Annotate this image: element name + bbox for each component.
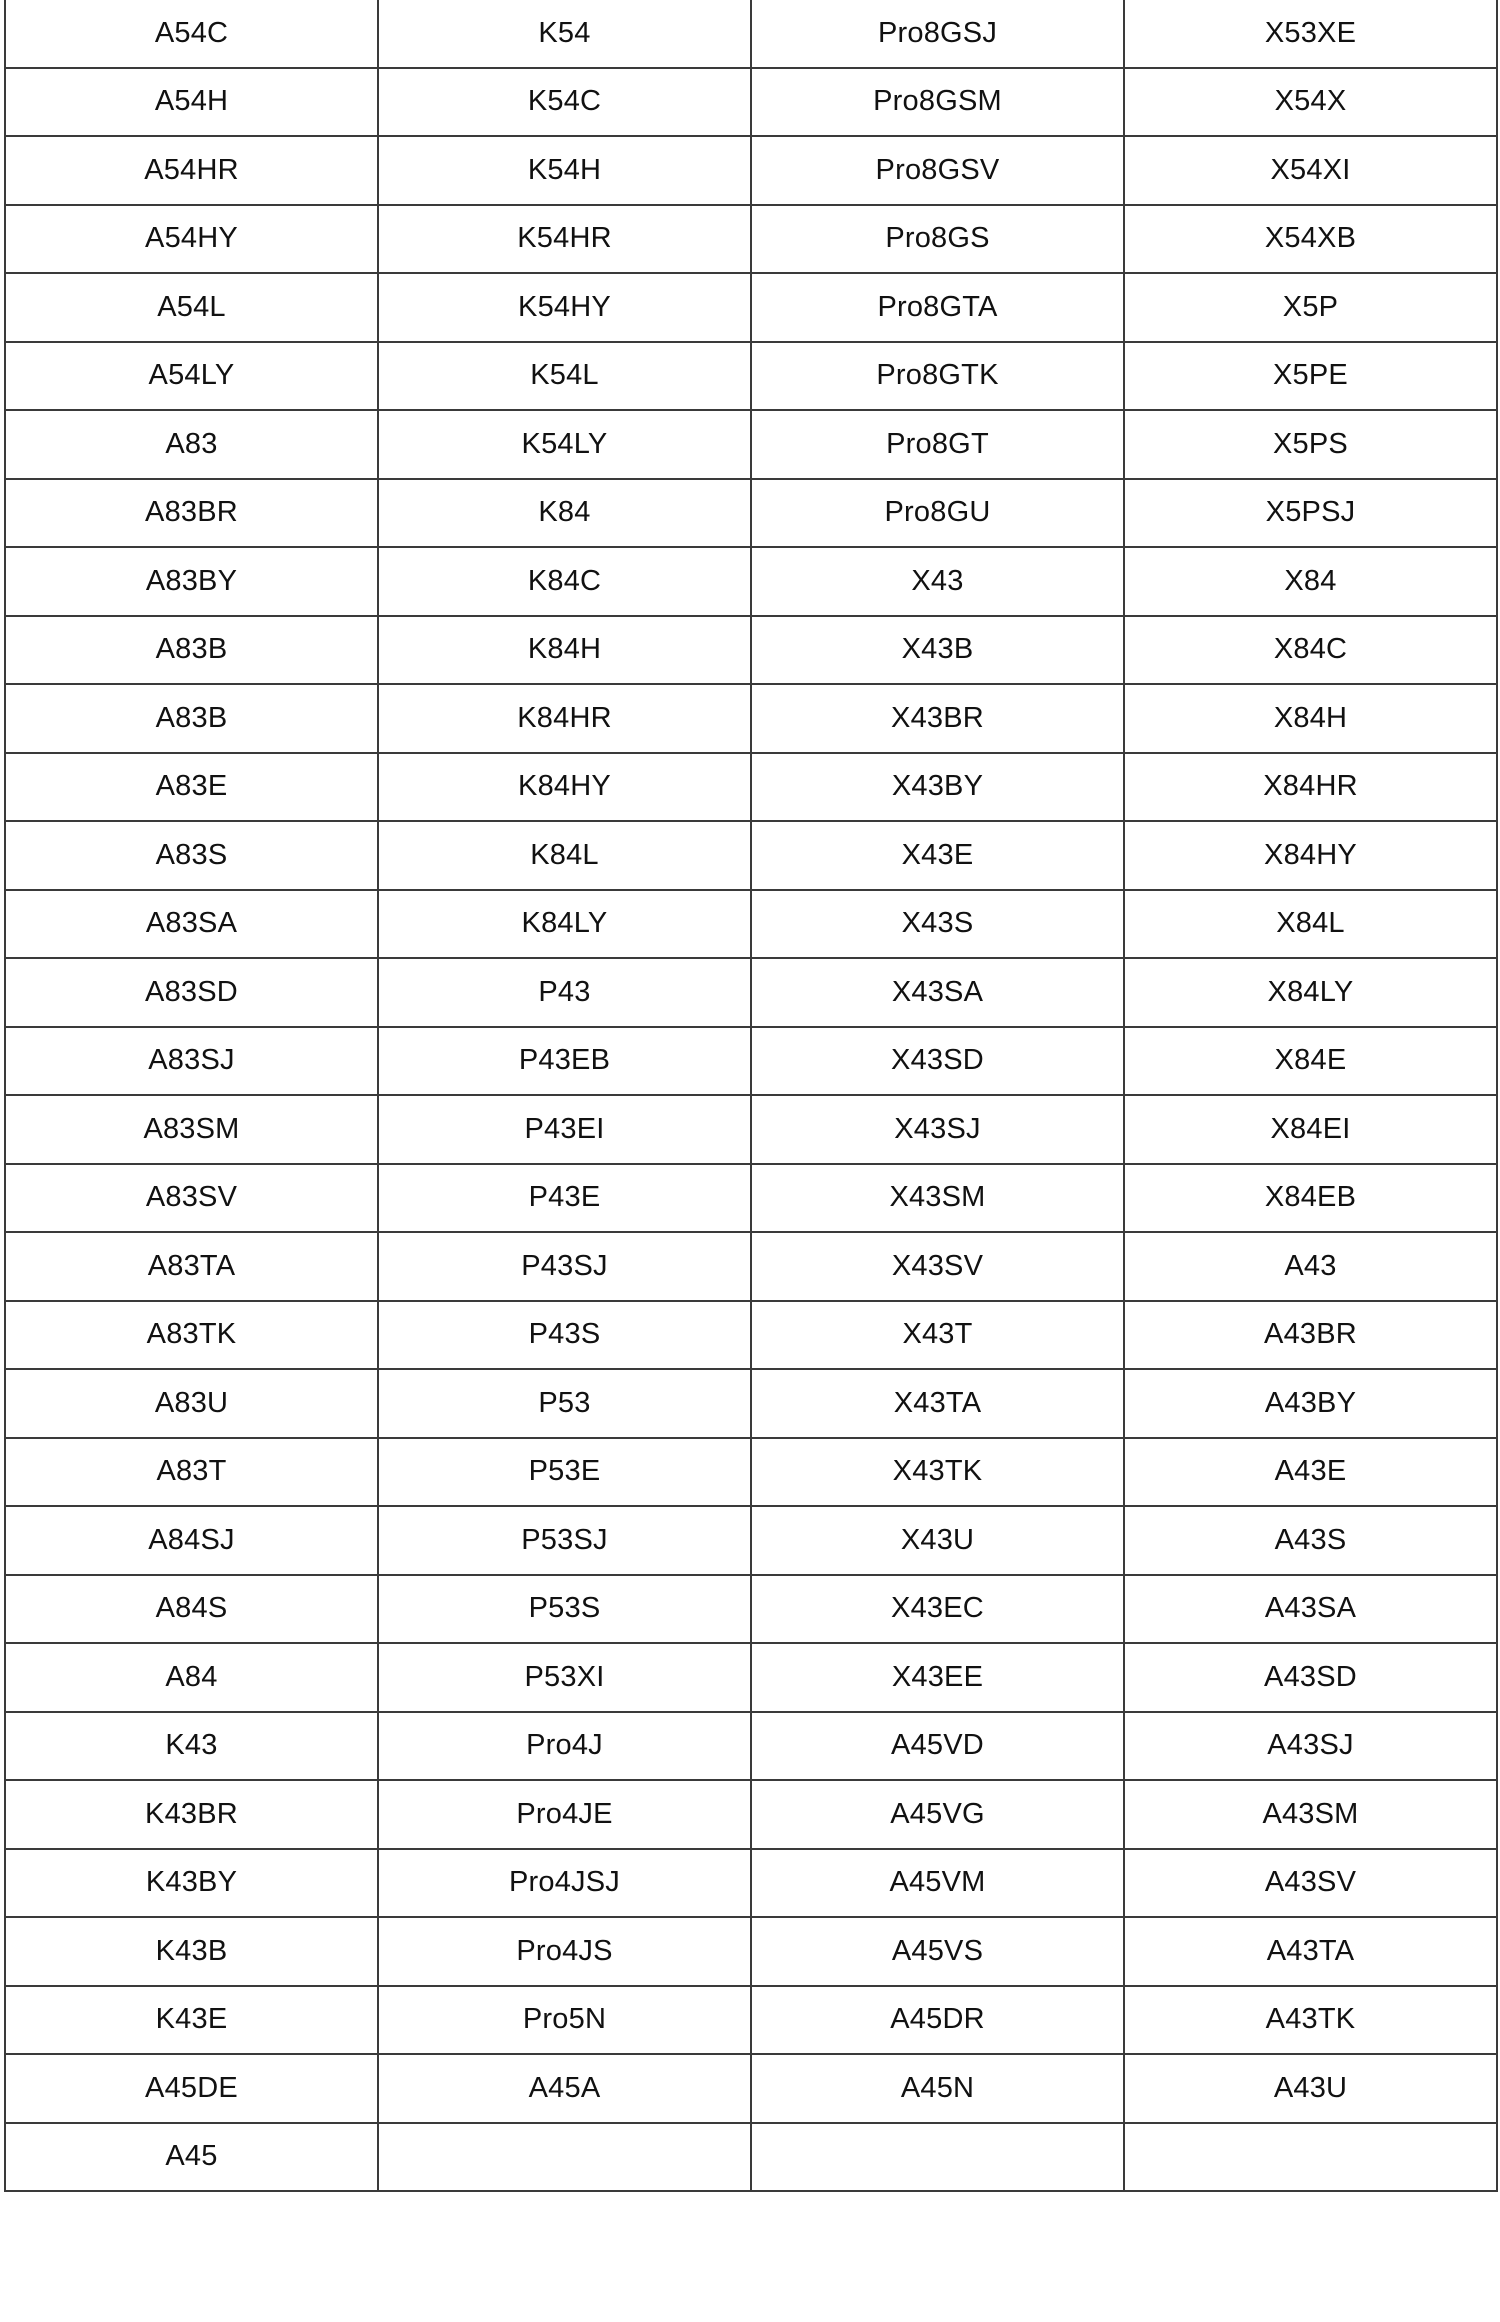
table-cell: Pro8GSV	[751, 136, 1124, 205]
table-cell: K84HR	[378, 684, 751, 753]
table-cell: P43	[378, 958, 751, 1027]
table-cell: X84HY	[1124, 821, 1497, 890]
table-cell: P53	[378, 1369, 751, 1438]
table-cell: A83E	[5, 753, 378, 822]
table-cell: X43EE	[751, 1643, 1124, 1712]
table-cell: A45VS	[751, 1917, 1124, 1986]
table-cell: P43E	[378, 1164, 751, 1233]
table-cell: A43TA	[1124, 1917, 1497, 1986]
table-cell: A54H	[5, 68, 378, 137]
table-cell: Pro8GTA	[751, 273, 1124, 342]
table-cell: X84	[1124, 547, 1497, 616]
table-cell: A54HY	[5, 205, 378, 274]
table-cell: X43SV	[751, 1232, 1124, 1301]
table-cell: X5PSJ	[1124, 479, 1497, 548]
table-cell: A83S	[5, 821, 378, 890]
table-cell: A43SA	[1124, 1575, 1497, 1644]
table-row	[5, 1712, 1497, 1781]
table-cell: A83BR	[5, 479, 378, 548]
table-cell: X43BY	[751, 753, 1124, 822]
table-cell: A45A	[378, 2054, 751, 2123]
table-cell: A45VG	[751, 1780, 1124, 1849]
table-cell: K84HY	[378, 753, 751, 822]
table-cell: X84C	[1124, 616, 1497, 685]
table-row	[5, 753, 1497, 822]
table-row	[5, 410, 1497, 479]
table-cell: K54HR	[378, 205, 751, 274]
table-cell: A54LY	[5, 342, 378, 411]
model-list-table-body	[5, 0, 1497, 2191]
table-cell	[378, 2123, 751, 2192]
table-cell: A83SA	[5, 890, 378, 959]
table-cell: Pro4JSJ	[378, 1849, 751, 1918]
table-row	[5, 68, 1497, 137]
table-cell	[751, 2123, 1124, 2192]
table-cell: A83T	[5, 1438, 378, 1507]
table-cell: A83SV	[5, 1164, 378, 1233]
table-cell: X84EI	[1124, 1095, 1497, 1164]
table-cell: A83TK	[5, 1301, 378, 1370]
table-cell: A45	[5, 2123, 378, 2192]
table-cell: P43S	[378, 1301, 751, 1370]
table-cell: A43SM	[1124, 1780, 1497, 1849]
table-cell: A83SD	[5, 958, 378, 1027]
table-cell	[1124, 2123, 1497, 2192]
table-cell: P53XI	[378, 1643, 751, 1712]
table-cell: P43EB	[378, 1027, 751, 1096]
table-cell: A43U	[1124, 2054, 1497, 2123]
table-row	[5, 2054, 1497, 2123]
table-cell: K54L	[378, 342, 751, 411]
table-cell: K54	[378, 0, 751, 68]
table-row	[5, 616, 1497, 685]
table-cell: A45DE	[5, 2054, 378, 2123]
table-cell: Pro8GSM	[751, 68, 1124, 137]
table-cell: K84C	[378, 547, 751, 616]
table-cell: X43E	[751, 821, 1124, 890]
table-cell: A43BR	[1124, 1301, 1497, 1370]
table-cell: X43BR	[751, 684, 1124, 753]
table-cell: A83U	[5, 1369, 378, 1438]
table-cell: X5PE	[1124, 342, 1497, 411]
table-cell: Pro5N	[378, 1986, 751, 2055]
table-cell: A45VM	[751, 1849, 1124, 1918]
table-cell: X43T	[751, 1301, 1124, 1370]
table-cell: Pro8GU	[751, 479, 1124, 548]
table-cell: K54H	[378, 136, 751, 205]
table-row	[5, 547, 1497, 616]
table-cell: P53E	[378, 1438, 751, 1507]
table-cell: A54HR	[5, 136, 378, 205]
table-cell: A84	[5, 1643, 378, 1712]
table-cell: A45DR	[751, 1986, 1124, 2055]
table-row	[5, 1986, 1497, 2055]
table-cell: X54XB	[1124, 205, 1497, 274]
table-cell: Pro8GS	[751, 205, 1124, 274]
table-cell: X43U	[751, 1506, 1124, 1575]
table-row	[5, 1917, 1497, 1986]
table-row	[5, 821, 1497, 890]
table-cell: A45N	[751, 2054, 1124, 2123]
table-cell: A54C	[5, 0, 378, 68]
table-cell: X5PS	[1124, 410, 1497, 479]
table-row	[5, 958, 1497, 1027]
table-row	[5, 1438, 1497, 1507]
table-cell: K54HY	[378, 273, 751, 342]
table-row	[5, 1164, 1497, 1233]
table-row	[5, 1369, 1497, 1438]
table-cell: Pro4JS	[378, 1917, 751, 1986]
table-cell: K84LY	[378, 890, 751, 959]
table-row	[5, 1575, 1497, 1644]
table-cell: X84HR	[1124, 753, 1497, 822]
table-row	[5, 136, 1497, 205]
table-cell: A43SD	[1124, 1643, 1497, 1712]
table-cell: P43EI	[378, 1095, 751, 1164]
table-cell: Pro4JE	[378, 1780, 751, 1849]
table-cell: X84E	[1124, 1027, 1497, 1096]
table-row	[5, 890, 1497, 959]
table-cell: A43	[1124, 1232, 1497, 1301]
table-cell: A43SV	[1124, 1849, 1497, 1918]
table-cell: X43SA	[751, 958, 1124, 1027]
table-cell: X43EC	[751, 1575, 1124, 1644]
table-row	[5, 1232, 1497, 1301]
table-cell: K84	[378, 479, 751, 548]
table-cell: X43S	[751, 890, 1124, 959]
table-cell: K43	[5, 1712, 378, 1781]
table-cell: A83SM	[5, 1095, 378, 1164]
table-cell: X43SM	[751, 1164, 1124, 1233]
table-cell: X43B	[751, 616, 1124, 685]
table-cell: A43TK	[1124, 1986, 1497, 2055]
table-cell: Pro8GSJ	[751, 0, 1124, 68]
table-cell: K54C	[378, 68, 751, 137]
table-cell: X54XI	[1124, 136, 1497, 205]
table-cell: A83TA	[5, 1232, 378, 1301]
table-cell: A54L	[5, 273, 378, 342]
table-cell: A84SJ	[5, 1506, 378, 1575]
table-row	[5, 1301, 1497, 1370]
table-row	[5, 1780, 1497, 1849]
table-cell: X53XE	[1124, 0, 1497, 68]
table-cell: A45VD	[751, 1712, 1124, 1781]
table-cell: X43SJ	[751, 1095, 1124, 1164]
model-list-table	[4, 0, 1498, 2192]
table-cell: X84H	[1124, 684, 1497, 753]
table-cell: X84LY	[1124, 958, 1497, 1027]
table-cell: K43BR	[5, 1780, 378, 1849]
table-cell: A43BY	[1124, 1369, 1497, 1438]
table-cell: P53SJ	[378, 1506, 751, 1575]
table-row	[5, 1095, 1497, 1164]
table-cell: X5P	[1124, 273, 1497, 342]
table-cell: A43E	[1124, 1438, 1497, 1507]
table-cell: X54X	[1124, 68, 1497, 137]
table-row	[5, 273, 1497, 342]
table-cell: X84L	[1124, 890, 1497, 959]
table-cell: K84L	[378, 821, 751, 890]
table-cell: P53S	[378, 1575, 751, 1644]
table-cell: A83	[5, 410, 378, 479]
table-row	[5, 684, 1497, 753]
table-cell: Pro8GT	[751, 410, 1124, 479]
table-row	[5, 1027, 1497, 1096]
table-cell: K84H	[378, 616, 751, 685]
table-cell: X43TK	[751, 1438, 1124, 1507]
table-cell: Pro4J	[378, 1712, 751, 1781]
table-cell: A83B	[5, 616, 378, 685]
table-row	[5, 2123, 1497, 2192]
table-cell: A83B	[5, 684, 378, 753]
table-cell: A43SJ	[1124, 1712, 1497, 1781]
table-cell: P43SJ	[378, 1232, 751, 1301]
table-cell: K43BY	[5, 1849, 378, 1918]
table-row	[5, 205, 1497, 274]
table-row	[5, 1506, 1497, 1575]
table-cell: Pro8GTK	[751, 342, 1124, 411]
table-cell: A84S	[5, 1575, 378, 1644]
table-cell: X43	[751, 547, 1124, 616]
table-cell: K43E	[5, 1986, 378, 2055]
table-cell: X43SD	[751, 1027, 1124, 1096]
table-cell: A83BY	[5, 547, 378, 616]
table-cell: K43B	[5, 1917, 378, 1986]
table-row	[5, 342, 1497, 411]
table-row	[5, 1643, 1497, 1712]
table-cell: X43TA	[751, 1369, 1124, 1438]
table-cell: X84EB	[1124, 1164, 1497, 1233]
table-row	[5, 0, 1497, 68]
table-row	[5, 479, 1497, 548]
table-cell: A83SJ	[5, 1027, 378, 1096]
table-row	[5, 1849, 1497, 1918]
table-cell: K54LY	[378, 410, 751, 479]
table-cell: A43S	[1124, 1506, 1497, 1575]
